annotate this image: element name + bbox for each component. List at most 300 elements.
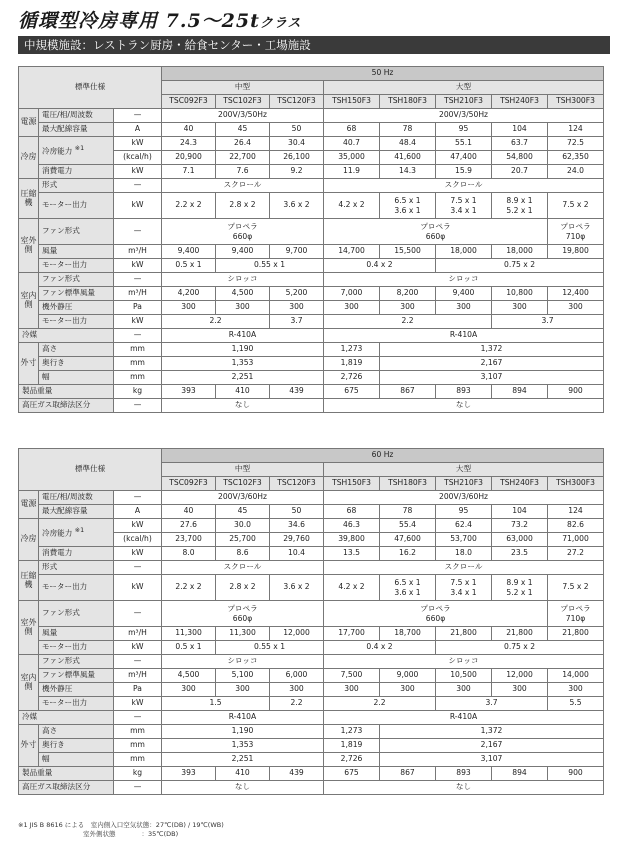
value-cell: 62,350 bbox=[548, 151, 604, 165]
value-cell: 62.4 bbox=[436, 519, 492, 533]
value-cell: 15.9 bbox=[436, 165, 492, 179]
value-cell: 200V/3/50Hz bbox=[324, 109, 604, 123]
value-cell: シロッコ bbox=[324, 273, 604, 287]
large-size-header: 大型 bbox=[324, 81, 604, 95]
value-cell: 2,251 bbox=[162, 371, 324, 385]
value-cell: R-410A bbox=[324, 711, 604, 725]
group-dimensions: 外寸 bbox=[19, 725, 39, 767]
value-cell: 5.5 bbox=[548, 697, 604, 711]
fan-name: プロペラ bbox=[420, 221, 451, 231]
spec-table-50hz bbox=[18, 66, 604, 413]
value-cell: 48.4 bbox=[380, 137, 436, 151]
value-cell: 35,000 bbox=[324, 151, 380, 165]
value-cell: 300 bbox=[162, 683, 216, 697]
value-cell: 19,800 bbox=[548, 245, 604, 259]
capacity-kw-row bbox=[19, 137, 604, 151]
value-cell: 95 bbox=[436, 505, 492, 519]
value-cell: 2,251 bbox=[162, 753, 324, 767]
unit-cell: mm bbox=[114, 371, 162, 385]
value-cell: 29,760 bbox=[270, 533, 324, 547]
row-label: モーター出力 bbox=[39, 697, 114, 711]
row-label: 幅 bbox=[39, 753, 114, 767]
value-cell: 1,190 bbox=[162, 725, 324, 739]
value-cell: 300 bbox=[324, 683, 380, 697]
fan-name: プロペラ bbox=[560, 221, 591, 231]
row-label: 電圧/相/周波数 bbox=[39, 109, 114, 123]
value-cell: 3.7 bbox=[492, 315, 604, 329]
row-label: ファン形式 bbox=[39, 219, 114, 245]
power-consumption-row bbox=[19, 547, 604, 561]
value-cell: 22,700 bbox=[216, 151, 270, 165]
value-cell: 3.6 x 2 bbox=[270, 575, 324, 601]
static-pressure-row bbox=[19, 683, 604, 697]
value-cell: 14,700 bbox=[324, 245, 380, 259]
fan-size: 660φ bbox=[425, 613, 446, 623]
fan-size: 660φ bbox=[425, 231, 446, 241]
model-header: TSC120F3 bbox=[270, 95, 324, 109]
fan-size: 710φ bbox=[565, 231, 586, 241]
value-cell: 1,273 bbox=[324, 343, 380, 357]
value-cell: 0.5 x 1 bbox=[162, 641, 216, 655]
value-cell: 21,800 bbox=[436, 627, 492, 641]
value-cell: 2.2 x 2 bbox=[162, 575, 216, 601]
unit-cell: — bbox=[114, 329, 162, 343]
group-compressor: 圧縮機 bbox=[19, 179, 39, 219]
unit-cell: mm bbox=[114, 739, 162, 753]
value-cell bbox=[436, 575, 492, 601]
mid-size-header: 中型 bbox=[162, 81, 324, 95]
value-cell: 9,400 bbox=[436, 287, 492, 301]
value-cell: 2.8 x 2 bbox=[216, 193, 270, 219]
comp-line: 6.5 x 1 bbox=[394, 195, 421, 205]
value-cell: 0.75 x 2 bbox=[436, 641, 604, 655]
value-cell: 14.3 bbox=[380, 165, 436, 179]
unit-cell: m³/H bbox=[114, 287, 162, 301]
fan-flow-row bbox=[19, 669, 604, 683]
value-cell: 46.3 bbox=[324, 519, 380, 533]
value-cell: 300 bbox=[270, 301, 324, 315]
unit-cell: kW bbox=[114, 641, 162, 655]
value-cell: 300 bbox=[324, 301, 380, 315]
row-label: 最大配線容量 bbox=[39, 505, 114, 519]
value-cell: 39,800 bbox=[324, 533, 380, 547]
large-size-header: 大型 bbox=[324, 463, 604, 477]
unit-cell: kW bbox=[114, 137, 162, 151]
value-cell: 40 bbox=[162, 123, 216, 137]
value-cell: 893 bbox=[436, 385, 492, 399]
value-cell: 1,353 bbox=[162, 739, 324, 753]
value-cell: 25,700 bbox=[216, 533, 270, 547]
value-cell: 20,900 bbox=[162, 151, 216, 165]
value-cell: 3,107 bbox=[380, 753, 604, 767]
fan-flow-row bbox=[19, 287, 604, 301]
row-label: 高さ bbox=[39, 343, 114, 357]
value-cell: 73.2 bbox=[492, 519, 548, 533]
value-cell: 47,600 bbox=[380, 533, 436, 547]
comp-type-row bbox=[19, 561, 604, 575]
value-cell: 124 bbox=[548, 123, 604, 137]
value-cell: 900 bbox=[548, 385, 604, 399]
value-cell: 23.5 bbox=[492, 547, 548, 561]
current-row bbox=[19, 505, 604, 519]
depth-row bbox=[19, 739, 604, 753]
value-cell: R-410A bbox=[162, 711, 324, 725]
row-label: 幅 bbox=[39, 371, 114, 385]
value-cell: 1,353 bbox=[162, 357, 324, 371]
value-cell: 4,200 bbox=[162, 287, 216, 301]
value-cell: 6,000 bbox=[270, 669, 324, 683]
value-cell: 1,372 bbox=[380, 725, 604, 739]
refrigerant-row bbox=[19, 329, 604, 343]
row-label: モーター出力 bbox=[39, 575, 114, 601]
fan-size: 710φ bbox=[565, 613, 586, 623]
value-cell: 200V/3/60Hz bbox=[162, 491, 324, 505]
value-cell: 3,107 bbox=[380, 371, 604, 385]
group-outdoor: 室外側 bbox=[19, 219, 39, 273]
value-cell: 0.4 x 2 bbox=[324, 641, 436, 655]
capacity-label: 冷房能力 bbox=[42, 528, 73, 538]
value-cell: 675 bbox=[324, 385, 380, 399]
value-cell: 0.4 x 2 bbox=[324, 259, 436, 273]
comp-line: 5.2 x 1 bbox=[506, 205, 533, 215]
value-cell: 4.2 x 2 bbox=[324, 575, 380, 601]
row-label: 製品重量 bbox=[19, 767, 114, 781]
comp-line: 3.4 x 1 bbox=[450, 587, 477, 597]
value-cell: 16.2 bbox=[380, 547, 436, 561]
value-cell: 12,000 bbox=[270, 627, 324, 641]
value-cell: 68 bbox=[324, 505, 380, 519]
value-cell: 34.6 bbox=[270, 519, 324, 533]
model-header: TSH150F3 bbox=[324, 95, 380, 109]
group-power: 電源 bbox=[19, 491, 39, 519]
value-cell: 300 bbox=[492, 683, 548, 697]
value-cell: 7.6 bbox=[216, 165, 270, 179]
value-cell: 15,500 bbox=[380, 245, 436, 259]
value-cell: 23,700 bbox=[162, 533, 216, 547]
value-cell: 50 bbox=[270, 123, 324, 137]
row-label bbox=[39, 137, 114, 165]
row-label: 形式 bbox=[39, 561, 114, 575]
row-label: 電圧/相/周波数 bbox=[39, 491, 114, 505]
value-cell: 12,400 bbox=[548, 287, 604, 301]
value-cell bbox=[492, 193, 548, 219]
value-cell: 30.0 bbox=[216, 519, 270, 533]
unit-cell: — bbox=[114, 273, 162, 287]
height-row bbox=[19, 725, 604, 739]
unit-cell: kW bbox=[114, 697, 162, 711]
value-cell: 300 bbox=[162, 301, 216, 315]
value-cell: 300 bbox=[216, 683, 270, 697]
value-cell: 47,400 bbox=[436, 151, 492, 165]
row-label: 奥行き bbox=[39, 357, 114, 371]
value-cell: 5,100 bbox=[216, 669, 270, 683]
value-cell bbox=[324, 601, 548, 627]
value-cell: 2.8 x 2 bbox=[216, 575, 270, 601]
value-cell: 2,726 bbox=[324, 371, 380, 385]
value-cell: 900 bbox=[548, 767, 604, 781]
comp-line: 8.9 x 1 bbox=[506, 195, 533, 205]
value-cell: 26.4 bbox=[216, 137, 270, 151]
in-fan-type-row bbox=[19, 273, 604, 287]
value-cell: 55.4 bbox=[380, 519, 436, 533]
current-row bbox=[19, 123, 604, 137]
value-cell: 2.2 bbox=[324, 315, 492, 329]
unit-cell: A bbox=[114, 505, 162, 519]
comp-line: 3.6 x 1 bbox=[394, 205, 421, 215]
row-label: 風量 bbox=[39, 245, 114, 259]
unit-cell: — bbox=[114, 109, 162, 123]
value-cell: 11,300 bbox=[216, 627, 270, 641]
value-cell: 2.2 x 2 bbox=[162, 193, 216, 219]
value-cell: 439 bbox=[270, 385, 324, 399]
value-cell: 7.5 x 2 bbox=[548, 193, 604, 219]
value-cell: 124 bbox=[548, 505, 604, 519]
value-cell: 0.55 x 1 bbox=[216, 641, 324, 655]
row-label: 消費電力 bbox=[39, 165, 114, 179]
value-cell: なし bbox=[162, 399, 324, 413]
row-label: 高圧ガス取締法区分 bbox=[19, 399, 114, 413]
row-label bbox=[39, 519, 114, 547]
comp-line: 7.5 x 1 bbox=[450, 195, 477, 205]
row-label: 冷媒 bbox=[19, 329, 114, 343]
group-indoor: 室内側 bbox=[19, 273, 39, 329]
width-row bbox=[19, 371, 604, 385]
capacity-label: 冷房能力 bbox=[42, 146, 73, 156]
row-label: 機外静圧 bbox=[39, 301, 114, 315]
value-cell: 300 bbox=[436, 301, 492, 315]
value-cell: 1,190 bbox=[162, 343, 324, 357]
fan-name: プロペラ bbox=[420, 603, 451, 613]
voltage-row bbox=[19, 491, 604, 505]
value-cell: 8.6 bbox=[216, 547, 270, 561]
value-cell: 867 bbox=[380, 385, 436, 399]
value-cell: 894 bbox=[492, 385, 548, 399]
value-cell: 8.0 bbox=[162, 547, 216, 561]
value-cell: 63.7 bbox=[492, 137, 548, 151]
static-pressure-row bbox=[19, 301, 604, 315]
value-cell: 24.3 bbox=[162, 137, 216, 151]
value-cell: 867 bbox=[380, 767, 436, 781]
row-label: ファン標準風量 bbox=[39, 287, 114, 301]
value-cell: 17,700 bbox=[324, 627, 380, 641]
value-cell: 1,819 bbox=[324, 739, 380, 753]
unit-cell: mm bbox=[114, 753, 162, 767]
value-cell: 20.7 bbox=[492, 165, 548, 179]
weight-row bbox=[19, 385, 604, 399]
value-cell: 7,500 bbox=[324, 669, 380, 683]
unit-cell: kg bbox=[114, 767, 162, 781]
value-cell: 1.5 bbox=[162, 697, 270, 711]
page-title bbox=[18, 6, 302, 34]
unit-cell: (kcal/h) bbox=[114, 151, 162, 165]
value-cell: 200V/3/60Hz bbox=[324, 491, 604, 505]
capacity-kw-row bbox=[19, 519, 604, 533]
unit-cell: Pa bbox=[114, 683, 162, 697]
weight-row bbox=[19, 767, 604, 781]
value-cell: 9.2 bbox=[270, 165, 324, 179]
value-cell: なし bbox=[324, 781, 604, 795]
value-cell: 68 bbox=[324, 123, 380, 137]
row-label: 高圧ガス取締法区分 bbox=[19, 781, 114, 795]
title-main: 循環型冷房専用 7.5〜25t bbox=[18, 10, 260, 32]
value-cell: 2.2 bbox=[162, 315, 270, 329]
model-header: TSC092F3 bbox=[162, 477, 216, 491]
comp-line: 3.4 x 1 bbox=[450, 205, 477, 215]
unit-cell: Pa bbox=[114, 301, 162, 315]
value-cell bbox=[492, 575, 548, 601]
value-cell bbox=[380, 575, 436, 601]
value-cell: 78 bbox=[380, 505, 436, 519]
group-outdoor: 室外側 bbox=[19, 601, 39, 655]
value-cell: 11.9 bbox=[324, 165, 380, 179]
footnote: ※1 JIS B 8616 による 室内側入口空気状態：27℃(DB) / 19℃(WB) 室外側状態 ：35℃(DB) bbox=[18, 821, 224, 838]
width-row bbox=[19, 753, 604, 767]
note-mark: ※1 bbox=[74, 144, 85, 152]
value-cell: 40 bbox=[162, 505, 216, 519]
value-cell: 2.2 bbox=[324, 697, 436, 711]
hz-label: 60 Hz bbox=[162, 449, 604, 463]
value-cell: R-410A bbox=[162, 329, 324, 343]
value-cell: 8,200 bbox=[380, 287, 436, 301]
value-cell: 12,000 bbox=[492, 669, 548, 683]
value-cell: R-410A bbox=[324, 329, 604, 343]
row-label: 高さ bbox=[39, 725, 114, 739]
value-cell: 72.5 bbox=[548, 137, 604, 151]
value-cell: 0.75 x 2 bbox=[436, 259, 604, 273]
value-cell: 410 bbox=[216, 767, 270, 781]
comp-motor-row bbox=[19, 575, 604, 601]
unit-cell: — bbox=[114, 601, 162, 627]
comp-line: 6.5 x 1 bbox=[394, 577, 421, 587]
model-header: TSH210F3 bbox=[436, 477, 492, 491]
unit-cell: kW bbox=[114, 315, 162, 329]
model-header: TSH300F3 bbox=[548, 477, 604, 491]
unit-cell: m³/H bbox=[114, 245, 162, 259]
refrigerant-row bbox=[19, 711, 604, 725]
value-cell: スクロール bbox=[162, 561, 324, 575]
value-cell: 9,400 bbox=[216, 245, 270, 259]
value-cell: 893 bbox=[436, 767, 492, 781]
model-header: TSH180F3 bbox=[380, 95, 436, 109]
unit-cell: kW bbox=[114, 259, 162, 273]
value-cell: 82.6 bbox=[548, 519, 604, 533]
unit-cell: — bbox=[114, 655, 162, 669]
row-label: ファン形式 bbox=[39, 273, 114, 287]
value-cell bbox=[436, 193, 492, 219]
model-header: TSH300F3 bbox=[548, 95, 604, 109]
note-mark: ※1 bbox=[74, 526, 85, 534]
std-spec-header: 標準仕様 bbox=[19, 449, 162, 491]
value-cell: 27.2 bbox=[548, 547, 604, 561]
value-cell: 4.2 x 2 bbox=[324, 193, 380, 219]
value-cell: 24.0 bbox=[548, 165, 604, 179]
value-cell: 71,000 bbox=[548, 533, 604, 547]
value-cell: 21,800 bbox=[548, 627, 604, 641]
value-cell: 1,819 bbox=[324, 357, 380, 371]
group-dimensions: 外寸 bbox=[19, 343, 39, 385]
unit-cell: kW bbox=[114, 165, 162, 179]
value-cell: 7.5 x 2 bbox=[548, 575, 604, 601]
unit-cell: kg bbox=[114, 385, 162, 399]
value-cell: 393 bbox=[162, 385, 216, 399]
value-cell: 3.6 x 2 bbox=[270, 193, 324, 219]
value-cell: 95 bbox=[436, 123, 492, 137]
value-cell: 300 bbox=[216, 301, 270, 315]
model-header: TSH150F3 bbox=[324, 477, 380, 491]
comp-line: 3.6 x 1 bbox=[394, 587, 421, 597]
model-header: TSC120F3 bbox=[270, 477, 324, 491]
value-cell: 10,800 bbox=[492, 287, 548, 301]
group-compressor: 圧縮機 bbox=[19, 561, 39, 601]
value-cell: 45 bbox=[216, 123, 270, 137]
unit-cell: m³/H bbox=[114, 669, 162, 683]
model-header: TSC102F3 bbox=[216, 477, 270, 491]
value-cell: 55.1 bbox=[436, 137, 492, 151]
unit-cell: kW bbox=[114, 547, 162, 561]
comp-line: 8.9 x 1 bbox=[506, 577, 533, 587]
row-label: ファン標準風量 bbox=[39, 669, 114, 683]
out-fan-type-row bbox=[19, 219, 604, 245]
value-cell: 26,100 bbox=[270, 151, 324, 165]
value-cell: 2,167 bbox=[380, 357, 604, 371]
height-row bbox=[19, 343, 604, 357]
in-fan-type-row bbox=[19, 655, 604, 669]
fan-size: 660φ bbox=[232, 231, 253, 241]
hz-header-row bbox=[19, 449, 604, 463]
comp-line: 5.2 x 1 bbox=[506, 587, 533, 597]
value-cell: 54,800 bbox=[492, 151, 548, 165]
value-cell: 894 bbox=[492, 767, 548, 781]
value-cell: 3.7 bbox=[270, 315, 324, 329]
value-cell: 30.4 bbox=[270, 137, 324, 151]
group-indoor: 室内側 bbox=[19, 655, 39, 711]
value-cell: 439 bbox=[270, 767, 324, 781]
value-cell: 63,000 bbox=[492, 533, 548, 547]
value-cell: 11,300 bbox=[162, 627, 216, 641]
mid-size-header: 中型 bbox=[162, 463, 324, 477]
value-cell: 393 bbox=[162, 767, 216, 781]
value-cell: 14,000 bbox=[548, 669, 604, 683]
value-cell: 300 bbox=[436, 683, 492, 697]
value-cell: 9,000 bbox=[380, 669, 436, 683]
unit-cell: kW bbox=[114, 193, 162, 219]
value-cell: 1,372 bbox=[380, 343, 604, 357]
value-cell: 78 bbox=[380, 123, 436, 137]
airflow-row bbox=[19, 627, 604, 641]
value-cell: 2.2 bbox=[270, 697, 324, 711]
value-cell: 300 bbox=[548, 301, 604, 315]
row-label: モーター出力 bbox=[39, 315, 114, 329]
unit-cell: mm bbox=[114, 343, 162, 357]
value-cell: 675 bbox=[324, 767, 380, 781]
row-label: 消費電力 bbox=[39, 547, 114, 561]
value-cell: 300 bbox=[548, 683, 604, 697]
voltage-row bbox=[19, 109, 604, 123]
page-subtitle: 中規模施設：レストラン厨房・給食センター・工場施設 bbox=[18, 36, 610, 54]
value-cell bbox=[548, 601, 604, 627]
airflow-row bbox=[19, 245, 604, 259]
value-cell: 18,700 bbox=[380, 627, 436, 641]
out-motor-row bbox=[19, 259, 604, 273]
in-motor-row bbox=[19, 697, 604, 711]
hz-label: 50 Hz bbox=[162, 67, 604, 81]
unit-cell: — bbox=[114, 491, 162, 505]
value-cell: 410 bbox=[216, 385, 270, 399]
spec-table-60hz bbox=[18, 448, 604, 795]
value-cell: 104 bbox=[492, 505, 548, 519]
row-label: 形式 bbox=[39, 179, 114, 193]
unit-cell: — bbox=[114, 399, 162, 413]
